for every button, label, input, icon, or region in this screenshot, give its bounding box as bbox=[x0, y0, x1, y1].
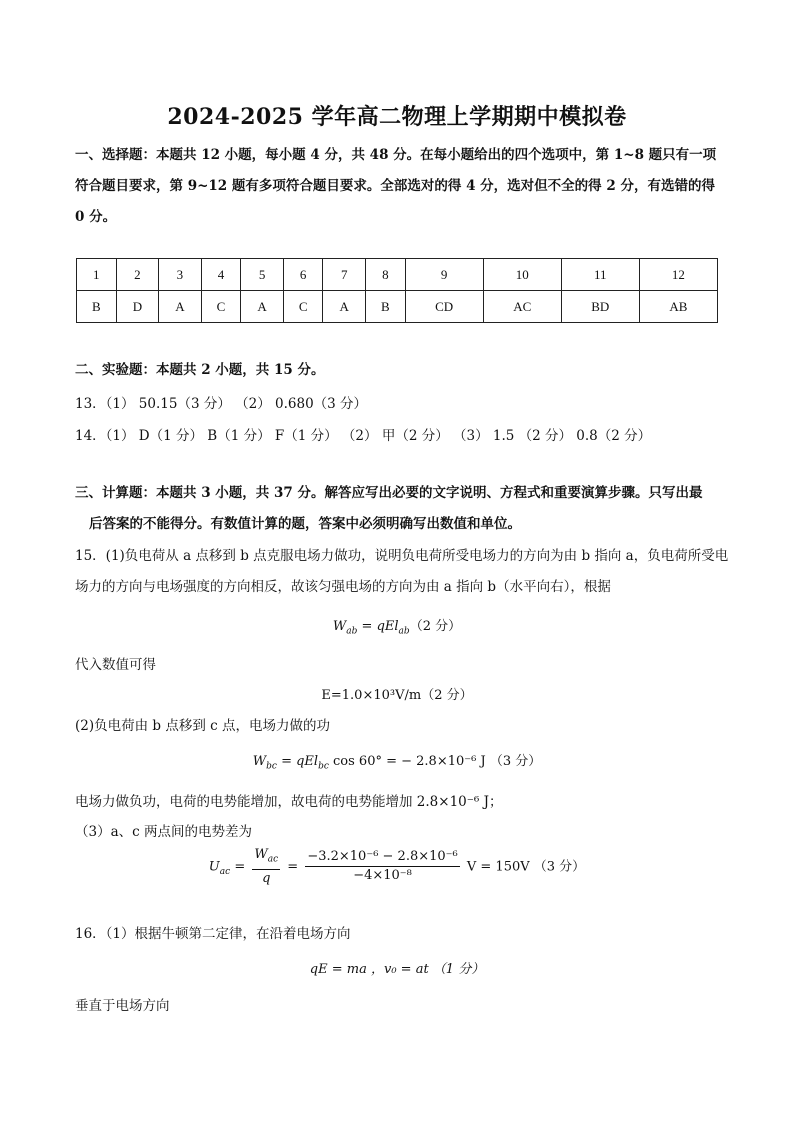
eq-result: V = 150V （3 分） bbox=[466, 859, 586, 875]
eq-subscript: ab bbox=[398, 626, 410, 637]
page-title: 2024-2025 学年高二物理上学期期中模拟卷 bbox=[167, 104, 627, 130]
eq-denominator: −4×10⁻⁸ bbox=[353, 868, 412, 884]
table-cell: C bbox=[201, 291, 241, 323]
q15-equation-3 bbox=[0, 750, 794, 772]
answer-table-number-row bbox=[77, 259, 718, 291]
q15-text-3: (2)负电荷由 b 点移到 c 点，电场力做的功 bbox=[75, 718, 330, 734]
eq-subscript: ac bbox=[219, 866, 231, 877]
eq-denominator: q bbox=[262, 870, 271, 886]
eq-subscript: bc bbox=[266, 761, 277, 772]
eq-subscript: ab bbox=[346, 626, 358, 637]
q13-answer: 13．（1） 50.15（3 分） （2） 0.680（3 分） bbox=[75, 396, 368, 412]
eq-subscript: bc bbox=[318, 761, 329, 772]
q15-text-5: （3）a、c 两点间的电势差为 bbox=[75, 824, 252, 840]
fraction-w-over-q bbox=[252, 846, 280, 888]
eq-term: cos 60° = − 2.8×10⁻⁶ J （3 分） bbox=[328, 754, 542, 769]
eq-symbol: W bbox=[252, 754, 267, 769]
answer-table-answer-row bbox=[77, 291, 718, 323]
q15-equation-4: $U_{ac}$ = $\frac{W_{ac}}{q}$ = $\frac{\text{−3.2×10⁻⁶ − 2.8×10⁻⁶}}{\text{−4×10⁻⁸}}$ V = 150V （3 分） bbox=[208, 847, 586, 886]
table-cell: 12 bbox=[639, 259, 717, 291]
eq-symbol: W bbox=[332, 619, 347, 634]
section1-instructions bbox=[75, 140, 725, 233]
section1-line1: 一、选择题：本题共 12 小题，每小题 4 分，共 48 分。在每小题给出的四个选项中，第 1~8 题只有一项 bbox=[75, 147, 717, 163]
table-cell: 5 bbox=[241, 259, 284, 291]
q14-answer: 14．（1） D（1 分） B（1 分） F（1 分） （2） 甲（2 分） （3） 1.5 （2 分） 0.8（2 分） bbox=[75, 428, 652, 444]
table-cell: 6 bbox=[283, 259, 323, 291]
table-cell: 9 bbox=[405, 259, 483, 291]
table-cell: 2 bbox=[116, 259, 159, 291]
eq-numerator: −3.2×10⁻⁶ − 2.8×10⁻⁶ bbox=[305, 848, 459, 867]
fraction-numeric bbox=[305, 848, 459, 885]
table-cell: CD bbox=[405, 291, 483, 323]
table-cell: 7 bbox=[323, 259, 366, 291]
table-cell: C bbox=[283, 291, 323, 323]
q15-part1 bbox=[75, 541, 735, 603]
table-cell: 8 bbox=[366, 259, 406, 291]
q16-text-1: 16．（1）根据牛顿第二定律，在沿着电场方向 bbox=[75, 926, 351, 942]
section1-line3: 0 分。 bbox=[75, 209, 117, 225]
q15-equation-2: E=1.0×10³V/m（2 分） bbox=[321, 688, 473, 703]
table-cell: AC bbox=[483, 291, 561, 323]
eq-subscript: ac bbox=[267, 854, 279, 865]
eq-symbol: W bbox=[254, 847, 268, 862]
section1-line2: 符合题目要求，第 9~12 题有多项符合题目要求。全部选对的得 4 分，选对但不全的得 2 分，有选错的得 bbox=[75, 178, 715, 194]
table-cell: B bbox=[366, 291, 406, 323]
table-cell: BD bbox=[561, 291, 639, 323]
q15-text-2: 代入数值可得 bbox=[75, 657, 156, 673]
section2-heading: 二、实验题：本题共 2 小题，共 15 分。 bbox=[75, 362, 325, 378]
q16-text-2: 垂直于电场方向 bbox=[75, 998, 170, 1014]
table-cell: 10 bbox=[483, 259, 561, 291]
eq-symbol: U bbox=[208, 859, 220, 875]
eq-term: = qEl bbox=[357, 619, 399, 634]
eq-term: = qEl bbox=[276, 754, 319, 769]
table-cell: 1 bbox=[77, 259, 117, 291]
table-cell: 4 bbox=[201, 259, 241, 291]
table-cell: B bbox=[77, 291, 117, 323]
section3-line2: 后答案的不能得分。有数值计算的题，答案中必须明确写出数值和单位。 bbox=[89, 516, 521, 532]
q15-text-4: 电场力做负功，电荷的电势能增加，故电荷的电势能增加 2.8×10⁻⁶ J； bbox=[75, 794, 503, 810]
table-cell: 11 bbox=[561, 259, 639, 291]
section3-line1: 三、计算题：本题共 3 小题，共 37 分。解答应写出必要的文字说明、方程式和重要演算步骤。只写出最 bbox=[75, 485, 703, 501]
section3-instructions bbox=[75, 478, 725, 540]
table-cell: A bbox=[159, 291, 202, 323]
table-cell: A bbox=[323, 291, 366, 323]
q16-equation-1: qE = ma ，v₀ = at （1 分） bbox=[309, 962, 485, 977]
table-cell: D bbox=[116, 291, 159, 323]
table-cell: AB bbox=[639, 291, 717, 323]
q15-line1: 15．(1)负电荷从 a 点移到 b 点克服电场力做功，说明负电荷所受电场力的方向为由 b 指向 a，负电荷所受电 bbox=[75, 548, 729, 564]
answer-table bbox=[76, 258, 718, 323]
eq-score: （2 分） bbox=[409, 619, 462, 634]
q15-line2: 场力的方向与电场强度的方向相反，故该匀强电场的方向为由 a 指向 b（水平向右），根据 bbox=[75, 579, 611, 595]
q15-equation-1 bbox=[0, 615, 794, 637]
table-cell: A bbox=[241, 291, 284, 323]
table-cell: 3 bbox=[159, 259, 202, 291]
